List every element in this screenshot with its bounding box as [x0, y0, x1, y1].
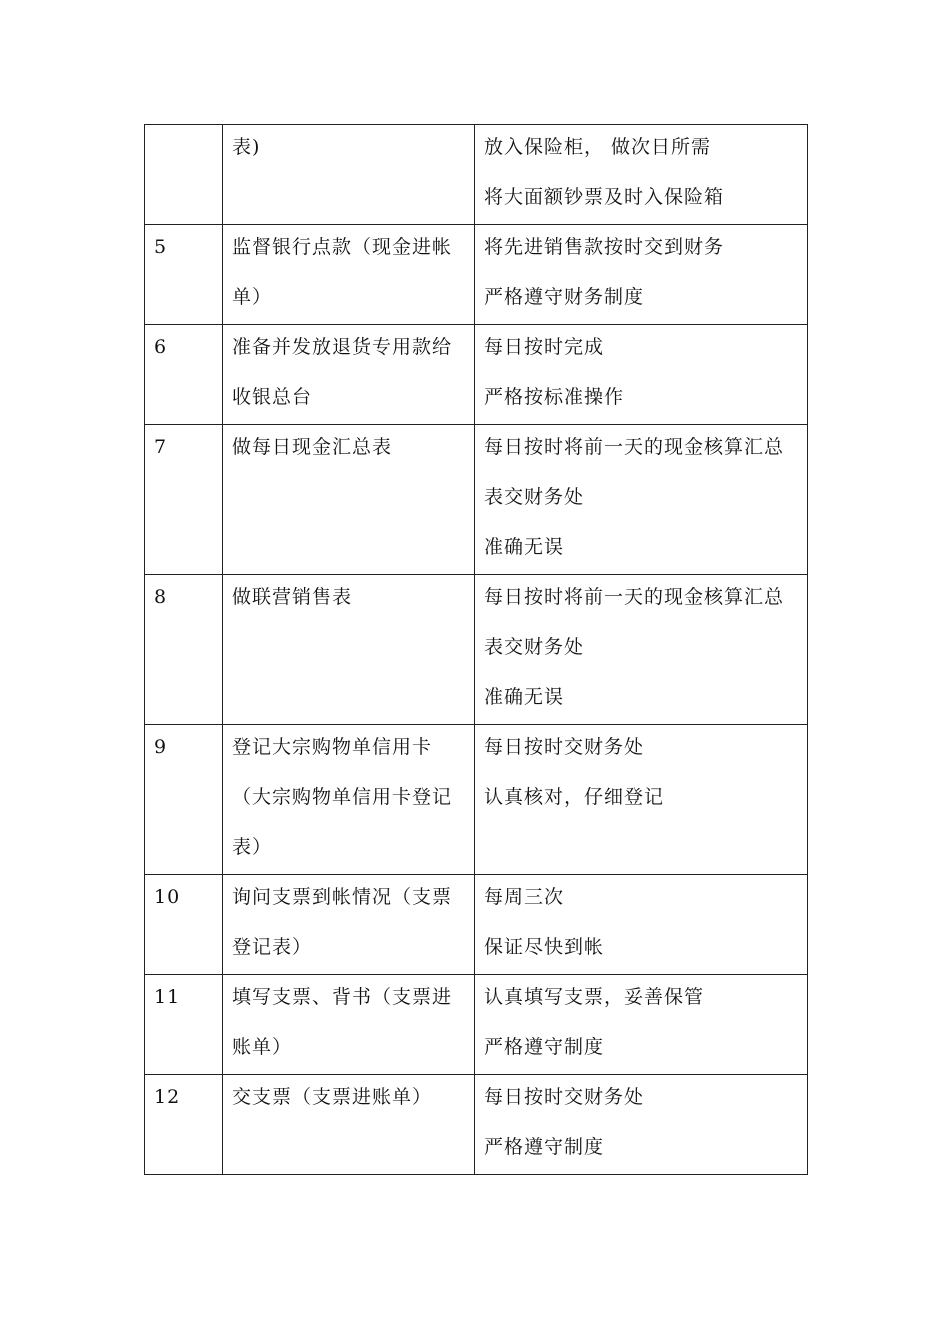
standard-line: 认真核对，仔细登记: [484, 786, 665, 808]
task-cell: 询问支票到帐情况（支票登记表）: [223, 875, 475, 975]
standard-cell: [475, 725, 808, 875]
task-cell: 监督银行点款（现金进帐单）: [223, 225, 475, 325]
standard-line: 保证尽快到帐: [484, 936, 605, 958]
standard-line: 每日按时将前一天的现金核算汇总表交财务处: [484, 586, 785, 658]
standard-cell: [475, 125, 808, 225]
standard-line: 每周三次: [484, 886, 565, 908]
task-cell: 准备并发放退货专用款给收银总台: [223, 325, 475, 425]
standard-line: 严格遵守财务制度: [484, 286, 645, 308]
standard-line: 每日按时完成: [484, 336, 605, 358]
table-row: [145, 425, 808, 575]
task-cell: 做联营销售表: [223, 575, 475, 725]
row-number-cell: 10: [145, 875, 223, 975]
standard-line: 每日按时交财务处: [484, 1086, 645, 1108]
row-number-cell: 8: [145, 575, 223, 725]
row-number-cell: 5: [145, 225, 223, 325]
row-number-cell: 12: [145, 1075, 223, 1175]
row-number-cell: 6: [145, 325, 223, 425]
standard-cell: [475, 575, 808, 725]
table-row: [145, 325, 808, 425]
task-cell: 做每日现金汇总表: [223, 425, 475, 575]
table-row: [145, 975, 808, 1075]
standard-cell: [475, 425, 808, 575]
standard-line: 严格按标准操作: [484, 386, 625, 408]
row-number-cell: 11: [145, 975, 223, 1075]
standard-line: 认真填写支票，妥善保管: [484, 986, 705, 1008]
standard-cell: [475, 225, 808, 325]
task-cell: 交支票（支票进账单）: [223, 1075, 475, 1175]
standard-line: 放入保险柜， 做次日所需: [484, 136, 712, 158]
row-number-cell: [145, 125, 223, 225]
task-cell: 填写支票、背书（支票进账单）: [223, 975, 475, 1075]
standard-cell: [475, 1075, 808, 1175]
responsibility-table: [144, 124, 808, 1175]
standard-cell: [475, 975, 808, 1075]
standard-line: 严格遵守制度: [484, 1136, 605, 1158]
standard-cell: [475, 325, 808, 425]
table-row: [145, 125, 808, 225]
standard-line: 每日按时交财务处: [484, 736, 645, 758]
table-row: [145, 575, 808, 725]
standard-line: 每日按时将前一天的现金核算汇总表交财务处: [484, 436, 785, 508]
standard-line: 严格遵守制度: [484, 1036, 605, 1058]
table-row: [145, 1075, 808, 1175]
standard-line: 准确无误: [484, 536, 565, 558]
row-number-cell: 9: [145, 725, 223, 875]
standard-line: 准确无误: [484, 686, 565, 708]
standard-line: 将大面额钞票及时入保险箱: [484, 186, 725, 208]
standard-cell: [475, 875, 808, 975]
row-number-cell: 7: [145, 425, 223, 575]
standard-line: 将先进销售款按时交到财务: [484, 236, 725, 258]
table-row: [145, 875, 808, 975]
table-row: [145, 225, 808, 325]
task-cell: 表): [223, 125, 475, 225]
table-row: [145, 725, 808, 875]
task-cell: 登记大宗购物单信用卡（大宗购物单信用卡登记表）: [223, 725, 475, 875]
